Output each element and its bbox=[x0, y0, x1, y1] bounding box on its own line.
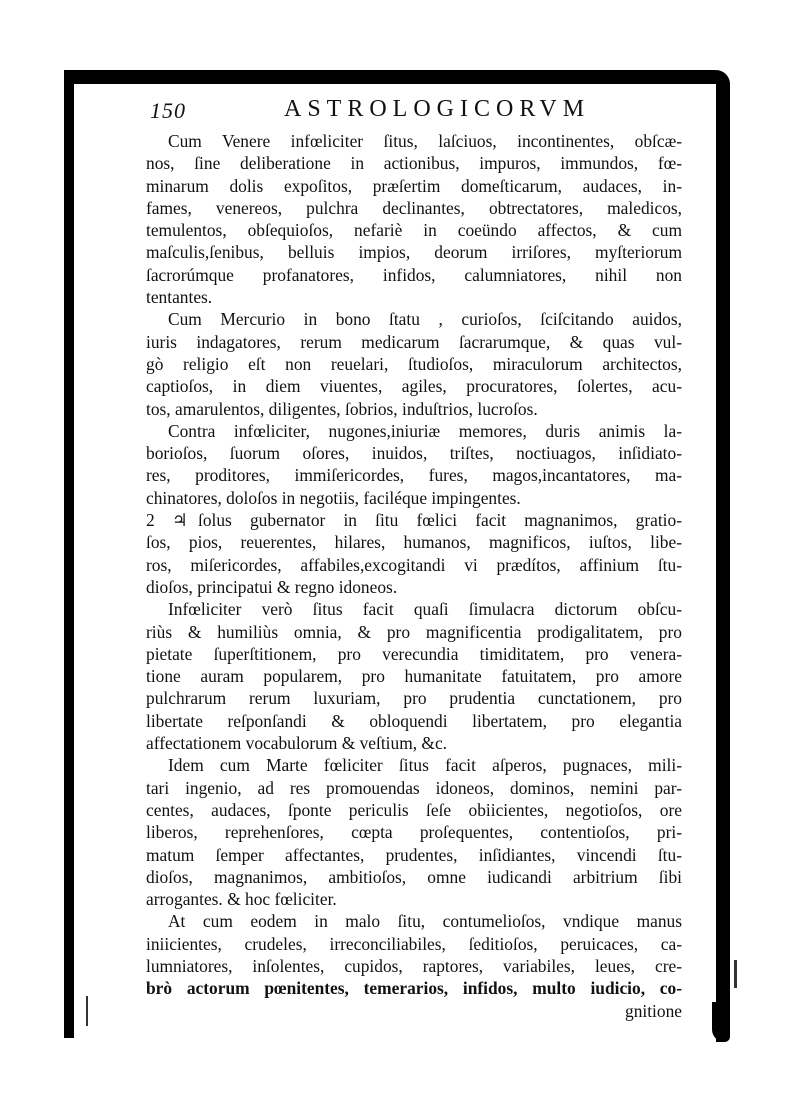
text-line: dioſos, magnanimos, ambitioſos, omne iudicandi arbitrium ſibi bbox=[146, 866, 682, 887]
text-line: captioſos, in diem viuentes, agiles, procuratores, ſolertes, acu- bbox=[146, 376, 682, 397]
text-line: Cum Mercurio in bono ſtatu , curioſos, ſciſcitando auidos, bbox=[168, 309, 682, 330]
text-line: pietate ſuperſtitionem, pro verecundia timiditatem, pro venera- bbox=[146, 643, 682, 664]
text-line: tione auram popularem, pro humanitate fatuitatem, pro amore bbox=[146, 666, 682, 687]
running-head: ASTROLOGICORVM bbox=[284, 96, 591, 122]
text-line: tari ingenio, ad res promouendas idoneos, dominos, nemini par- bbox=[146, 777, 682, 798]
text-line: Infœliciter verò ſitus facit quaſi ſimulacra dictorum obſcu- bbox=[168, 599, 682, 620]
text-line: riùs & humiliùs omnia, & pro magnificentia prodigalitatem, pro bbox=[146, 621, 682, 642]
scan-border-right bbox=[716, 70, 730, 1042]
text-span: ſolus gubernator in ſitu fœlici facit magnanimos, gratio- bbox=[198, 510, 682, 531]
text-line: dioſos, principatui & regno idoneos. bbox=[146, 576, 398, 597]
text-line: Contra infœliciter, nugones,iniuriæ memores, duris animis la- bbox=[168, 420, 682, 441]
text-line: gò religio eſt non reuelari, ſtudioſos, miraculorum architectos, bbox=[146, 353, 682, 374]
text-line: iuris indagatores, rerum medicarum ſacrarumque, & quas vul- bbox=[146, 331, 682, 352]
scan-speck bbox=[86, 996, 88, 1026]
text-line: lumniatores, inſolentes, cupidos, raptores, variabiles, leues, cre- bbox=[146, 955, 682, 976]
text-line: Cum Venere infœliciter ſitus, laſciuos, incontinentes, obſcæ- bbox=[168, 131, 682, 151]
jupiter-icon: ♃ bbox=[172, 510, 188, 531]
marginal-number: 2 bbox=[146, 510, 155, 531]
text-line: tos, amarulentos, diligentes, ſobrios, induſtrios, lucroſos. bbox=[146, 398, 538, 419]
text-line: ſacrorúmque profanatores, infidos, calumniatores, nihil non bbox=[146, 264, 682, 285]
text-line-jupiter bbox=[146, 509, 682, 531]
text-line: matum ſemper affectantes, prudentes, inſidiantes, vincendi ſtu- bbox=[146, 844, 682, 865]
text-line: nos, ſine deliberatione in actionibus, impuros, immundos, fœ- bbox=[146, 153, 682, 174]
text-line: centes, audaces, ſponte periculis ſeſe obiicientes, negotioſos, ore bbox=[146, 799, 682, 820]
text-line: ſos, pios, reuerentes, hilares, humanos, magnificos, iuſtos, libe- bbox=[146, 532, 682, 553]
text-line: liberos, reprehenſores, cœpta proſequentes, contentioſos, pri- bbox=[146, 822, 682, 843]
text-line: ros, miſericordes, affabiles,excogitandi vi prædítos, affinium ſtu- bbox=[146, 554, 682, 575]
body-text bbox=[146, 130, 682, 1022]
scan-border-top bbox=[64, 70, 726, 84]
text-line: chinatores, doloſos in negotiis, faciléque impingentes. bbox=[146, 487, 521, 508]
catchword: gnitione bbox=[625, 1000, 682, 1021]
text-line: At cum eodem in malo ſitu, contumelioſos, vndique manus bbox=[168, 911, 682, 932]
text-line: borioſos, ſuorum oſores, inuidos, triſtes, noctiuagos, inſidiato- bbox=[146, 443, 682, 464]
text-line: maſculis,ſenibus, belluis impios, deorum irriſores, myſteriorum bbox=[146, 242, 682, 263]
text-line: libertate reſponſandi & obloquendi libertatem, pro elegantia bbox=[146, 710, 682, 731]
scan-border-left bbox=[64, 74, 74, 1038]
text-line: Idem cum Marte fœliciter ſitus facit aſperos, pugnaces, mili- bbox=[168, 755, 682, 776]
page-number: 150 bbox=[150, 98, 186, 123]
text-line: tentantes. bbox=[146, 287, 213, 308]
text-line: minarum dolis expoſitos, præſertim domeſticarum, audaces, in- bbox=[146, 175, 682, 196]
text-line: brò actorum pœnitentes, temerarios, infidos, multo iudicio, co- bbox=[146, 978, 682, 999]
text-line: arrogantes. & hoc fœliciter. bbox=[146, 889, 337, 910]
text-line: affectationem vocabulorum & veſtium, &c. bbox=[146, 733, 448, 754]
text-line: temulentos, obſequioſos, nefariè in coeündo affectos, & cum bbox=[146, 220, 682, 241]
text-line: fames, venereos, pulchra declinantes, obtrectatores, maledicos, bbox=[146, 197, 682, 218]
text-line: pulchrarum rerum luxuriam, pro prudentia cunctationem, pro bbox=[146, 688, 682, 709]
page-header bbox=[150, 96, 670, 126]
scan-border-corner bbox=[712, 1002, 730, 1042]
text-line: iniicientes, crudeles, irreconciliabiles, ſeditioſos, peruicaces, ca- bbox=[146, 933, 682, 954]
scan-speck bbox=[734, 960, 737, 988]
text-line: res, proditores, immiſericordes, fures, magos,incantatores, ma- bbox=[146, 465, 682, 486]
